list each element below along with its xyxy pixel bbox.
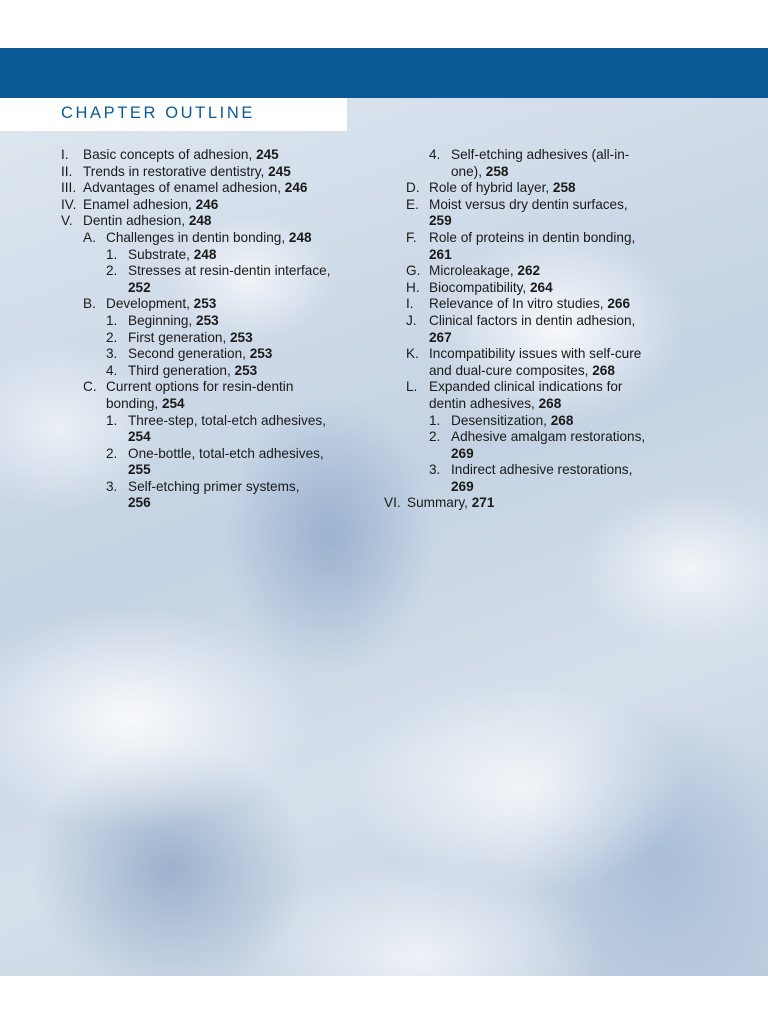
- outline-number: F.: [406, 229, 417, 245]
- outline-text: [128, 330, 361, 347]
- outline-label: Challenges in dentin bonding,: [106, 229, 289, 245]
- outline-label-continued: dentin adhesives,: [429, 395, 539, 411]
- outline-entry: [61, 413, 361, 446]
- outline-label: Current options for resin-dentin: [106, 379, 294, 395]
- outline-number: 2.: [106, 329, 118, 345]
- outline-text: [429, 230, 684, 247]
- outline-text-continued: [429, 330, 684, 347]
- outline-entry: [61, 346, 361, 363]
- outline-entry: [384, 429, 684, 462]
- outline-number: 4.: [106, 362, 118, 378]
- outline-label: Basic concepts of adhesion,: [83, 147, 257, 162]
- outline-label: Dentin adhesion,: [83, 213, 189, 229]
- outline-text-continued: [451, 446, 684, 463]
- outline-text: [128, 313, 361, 330]
- outline-number: 1.: [106, 412, 118, 428]
- outline-text: [106, 379, 361, 396]
- outline-label: Indirect adhesive restorations,: [451, 462, 633, 478]
- outline-text: [106, 230, 361, 247]
- outline-entry: [61, 446, 361, 479]
- outline-page-number: 245: [256, 147, 279, 162]
- outline-entry: [384, 313, 684, 346]
- outline-page-number: 266: [607, 296, 631, 312]
- outline-label: Three-step, total-etch adhesives,: [128, 412, 326, 428]
- outline-number: I.: [61, 147, 69, 162]
- outline-text: [429, 313, 684, 330]
- outline-text-continued: [128, 429, 361, 446]
- outline-label: First generation,: [128, 329, 230, 345]
- outline-label: Desensitization,: [451, 412, 551, 428]
- outline-label: Advantages of enamel adhesion,: [83, 180, 285, 196]
- outline-page-number: 253: [230, 329, 253, 345]
- outline-number: A.: [83, 229, 96, 245]
- outline-text-continued: [451, 164, 684, 181]
- outline-number: 3.: [106, 478, 118, 494]
- outline-text-continued: [128, 280, 361, 297]
- outline-page-number: 258: [485, 163, 509, 179]
- outline-text: [83, 147, 361, 164]
- outline-number: 1.: [106, 312, 118, 328]
- outline-number: J.: [406, 312, 417, 328]
- outline-text: [429, 263, 684, 280]
- outline-label: Expanded clinical indications for: [429, 379, 623, 395]
- outline-page-number: 253: [249, 346, 273, 362]
- outline-text: [128, 346, 361, 363]
- outline-label: Enamel adhesion,: [83, 196, 196, 212]
- outline-text: [128, 479, 361, 496]
- outline-text: [451, 413, 684, 430]
- outline-text: [128, 446, 361, 463]
- outline-page-number: 264: [529, 279, 553, 295]
- outline-text: [128, 263, 361, 280]
- outline-text: [83, 197, 361, 214]
- outline-page-number: 254: [161, 395, 185, 411]
- outline-column-right: [384, 147, 684, 512]
- outline-number: 3.: [106, 346, 118, 362]
- outline-text: [128, 247, 361, 264]
- outline-label-continued: one),: [451, 163, 486, 179]
- outline-label: Summary,: [407, 495, 472, 511]
- outline-text-continued: [429, 396, 684, 413]
- outline-page-number: 246: [284, 180, 308, 196]
- outline-number: 1.: [429, 412, 441, 428]
- outline-number: VI.: [384, 495, 401, 511]
- outline-entry: [61, 164, 361, 181]
- outline-number: 2.: [106, 445, 118, 461]
- header-band: [0, 48, 768, 98]
- outline-label: Microleakage,: [429, 263, 518, 279]
- outline-entry: [61, 313, 361, 330]
- outline-number: D.: [406, 180, 420, 196]
- outline-number: 1.: [106, 246, 118, 262]
- outline-text: [451, 462, 684, 479]
- outline-column-left: [61, 147, 361, 512]
- outline-label: Adhesive amalgam restorations,: [451, 429, 646, 445]
- outline-label-continued: and dual-cure composites,: [429, 362, 593, 378]
- outline-entry: [384, 462, 684, 495]
- outline-entry: [384, 413, 684, 430]
- outline-number: 3.: [429, 462, 441, 478]
- outline-entry: [384, 197, 684, 230]
- outline-number: I.: [406, 296, 414, 312]
- outline-page-number: 268: [550, 412, 574, 428]
- outline-entry: [61, 197, 361, 214]
- outline-page-number: 246: [195, 196, 219, 212]
- outline-number: L.: [406, 379, 418, 395]
- outline-page-number: 253: [196, 312, 219, 328]
- outline-number: 2.: [429, 429, 441, 445]
- outline-number: E.: [406, 196, 419, 212]
- outline-label: Self-etching adhesives (all-in-: [451, 147, 630, 162]
- page-title: CHAPTER OUTLINE: [61, 104, 255, 122]
- outline-label: Self-etching primer systems,: [128, 478, 300, 494]
- outline-entry: [61, 263, 361, 296]
- outline-label: Moist versus dry dentin surfaces,: [429, 196, 628, 212]
- outline-page-number: 252: [128, 279, 151, 295]
- outline-page-number: 258: [552, 180, 576, 196]
- outline-label: Clinical factors in dentin adhesion,: [429, 312, 636, 328]
- outline-entry: [61, 363, 361, 380]
- outline-entry: [61, 330, 361, 347]
- outline-entry: [61, 479, 361, 512]
- outline-number: 4.: [429, 147, 441, 162]
- outline-number: K.: [406, 346, 419, 362]
- outline-page-number: 261: [429, 246, 452, 262]
- outline-text: [429, 180, 684, 197]
- outline-text: [451, 147, 684, 164]
- outline-page-number: 248: [188, 213, 212, 229]
- outline-number: 2.: [106, 263, 118, 279]
- outline-page-number: 268: [592, 362, 615, 378]
- outline-text: [429, 197, 684, 214]
- outline-text-continued: [429, 363, 684, 380]
- outline-label-continued: bonding,: [106, 395, 162, 411]
- outline-entry: [61, 213, 361, 230]
- outline-label: Third generation,: [128, 362, 235, 378]
- outline-number: IV.: [61, 196, 77, 212]
- outline-text: [128, 363, 361, 380]
- outline-label: Role of proteins in dentin bonding,: [429, 229, 636, 245]
- outline-label: Beginning,: [128, 312, 197, 328]
- outline-page-number: 262: [517, 263, 541, 279]
- outline-label: Development,: [106, 296, 194, 312]
- outline-number: III.: [61, 180, 77, 196]
- outline-entry: [61, 247, 361, 264]
- outline-entry: [384, 180, 684, 197]
- outline-entry: [384, 230, 684, 263]
- outline-text: [429, 296, 684, 313]
- outline-number: II.: [61, 163, 73, 179]
- outline-entry: [61, 147, 361, 164]
- outline-label: Role of hybrid layer,: [429, 180, 553, 196]
- outline-page-number: 253: [234, 362, 258, 378]
- outline-text-continued: [429, 247, 684, 264]
- outline-number: H.: [406, 279, 420, 295]
- outline-page-number: 269: [451, 445, 474, 461]
- outline-entry: [61, 296, 361, 313]
- outline-text: [429, 280, 684, 297]
- outline-text: [128, 413, 361, 430]
- outline-entry: [384, 147, 684, 180]
- outline-label: Stresses at resin-dentin interface,: [128, 263, 331, 279]
- outline-page-number: 245: [268, 163, 291, 179]
- outline-label: Relevance of In vitro studies,: [429, 296, 608, 312]
- outline-page-number: 254: [128, 429, 151, 445]
- outline-text: [83, 164, 361, 181]
- outline-page-number: 259: [429, 213, 452, 229]
- outline-label: Incompatibility issues with self-cure: [429, 346, 642, 362]
- outline-number: B.: [83, 296, 96, 312]
- outline-text: [83, 213, 361, 230]
- outline-entry: [384, 263, 684, 280]
- outline-text: [429, 346, 684, 363]
- outline-page-number: 253: [193, 296, 217, 312]
- outline-page-number: 269: [451, 478, 474, 494]
- outline-entry: [61, 230, 361, 247]
- outline-text-continued: [451, 479, 684, 496]
- outline-label: Substrate,: [128, 246, 194, 262]
- outline-entry: [61, 180, 361, 197]
- outline-label: Biocompatibility,: [429, 279, 530, 295]
- outline-text: [429, 379, 684, 396]
- outline-entry: [384, 296, 684, 313]
- outline-text: [106, 296, 361, 313]
- outline-label: One-bottle, total-etch adhesives,: [128, 445, 324, 461]
- outline-page-number: 248: [288, 229, 312, 245]
- outline-entry: [384, 379, 684, 412]
- outline-number: V.: [61, 213, 73, 229]
- outline-page-number: 248: [193, 246, 217, 262]
- outline-page-number: 267: [429, 329, 452, 345]
- outline-text-continued: [128, 495, 361, 512]
- outline-text-continued: [106, 396, 361, 413]
- outline-label: Second generation,: [128, 346, 250, 362]
- outline-entry: [61, 379, 361, 412]
- outline-text: [407, 495, 684, 512]
- outline-page-number: 271: [471, 495, 495, 511]
- outline-page-number: 255: [128, 462, 151, 478]
- outline-text-continued: [128, 462, 361, 479]
- outline-text: [451, 429, 684, 446]
- outline-page-number: 256: [128, 495, 151, 511]
- outline-page-number: 268: [538, 395, 562, 411]
- outline-text: [83, 180, 361, 197]
- outline-entry: [384, 346, 684, 379]
- outline-number: G.: [406, 263, 421, 279]
- outline-text-continued: [429, 213, 684, 230]
- outline-label: Trends in restorative dentistry,: [83, 163, 269, 179]
- outline-entry: [384, 280, 684, 297]
- outline-entry: [384, 495, 684, 512]
- outline-number: C.: [83, 379, 97, 395]
